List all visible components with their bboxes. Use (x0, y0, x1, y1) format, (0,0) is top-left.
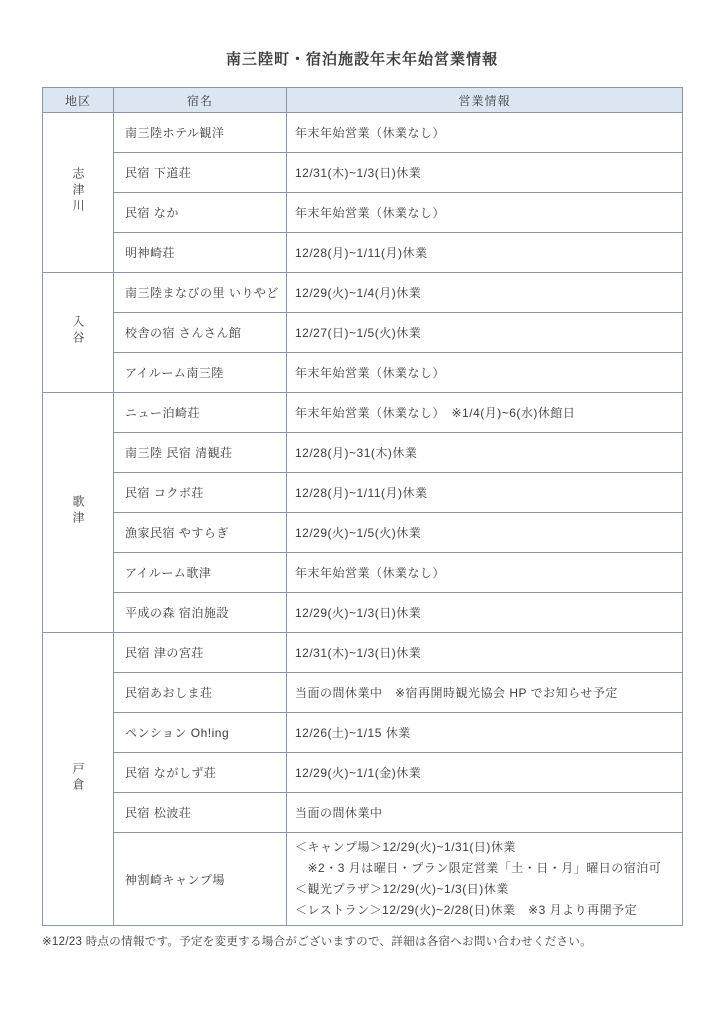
table-row (43, 433, 683, 473)
business-info-cell: 12/28(月)~1/11(月)休業 (287, 233, 683, 273)
schedule-table (42, 87, 683, 926)
footnote: ※12/23 時点の情報です。予定を変更する場合がございますので、詳細は各宿へお問い合わせください。 (42, 936, 592, 948)
lodging-name-cell: ペンション Oh!ing (114, 713, 287, 753)
business-info-line: ＜キャンプ場＞12/29(火)~1/31(日)休業 (295, 840, 516, 854)
lodging-name-cell: 南三陸 民宿 清観荘 (114, 433, 287, 473)
business-info-cell (287, 833, 683, 926)
district-label (43, 633, 114, 926)
header-business-info: 営業情報 (287, 88, 683, 113)
business-info-cell: 12/27(日)~1/5(火)休業 (287, 313, 683, 353)
district-label (43, 113, 114, 273)
lodging-name-cell: 民宿あおしま荘 (114, 673, 287, 713)
lodging-name-cell: 南三陸まなびの里 いりやど (114, 273, 287, 313)
business-info-line: ＜レストラン＞12/29(火)~2/28(日)休業 ※3 月より再開予定 (295, 903, 638, 917)
header-row (43, 88, 683, 113)
lodging-name-cell: ニュー泊崎荘 (114, 393, 287, 433)
table-row (43, 633, 683, 673)
table-row (43, 353, 683, 393)
business-info-cell: 当面の間休業中 ※宿再開時観光協会 HP でお知らせ予定 (287, 673, 683, 713)
table-row (43, 313, 683, 353)
business-info-cell: 当面の間休業中 (287, 793, 683, 833)
business-info-line: ＜観光プラザ＞12/29(火)~1/3(日)休業 (295, 882, 509, 896)
lodging-name-cell: 平成の森 宿泊施設 (114, 593, 287, 633)
header-lodging-name: 宿名 (114, 88, 287, 113)
business-info-line: ※2・3 月は曜日・プラン限定営業「土・日・月」曜日の宿泊可 (295, 861, 662, 875)
lodging-name-cell: 民宿 コクボ荘 (114, 473, 287, 513)
district-label-text: 志津川 (71, 167, 85, 215)
table-row (43, 393, 683, 433)
table-row (43, 113, 683, 153)
business-info-cell: 12/31(木)~1/3(日)休業 (287, 153, 683, 193)
table-row (43, 833, 683, 926)
business-info-cell: 12/29(火)~1/5(火)休業 (287, 513, 683, 553)
table-row (43, 513, 683, 553)
table-row (43, 593, 683, 633)
district-label-text: 入谷 (71, 315, 85, 347)
business-info-cell: 年末年始営業（休業なし） (287, 553, 683, 593)
business-info-cell: 12/28(月)~31(木)休業 (287, 433, 683, 473)
lodging-name-cell: 校舎の宿 さんさん館 (114, 313, 287, 353)
lodging-name-cell: 民宿 下道荘 (114, 153, 287, 193)
lodging-name-cell: 漁家民宿 やすらぎ (114, 513, 287, 553)
table-row (43, 193, 683, 233)
table-row (43, 553, 683, 593)
business-info-cell: 12/29(火)~1/1(金)休業 (287, 753, 683, 793)
table-row (43, 153, 683, 193)
business-info-cell: 年末年始営業（休業なし） ※1/4(月)~6(水)休館日 (287, 393, 683, 433)
table-row (43, 673, 683, 713)
table-row (43, 793, 683, 833)
table-row (43, 473, 683, 513)
business-info-cell: 年末年始営業（休業なし） (287, 113, 683, 153)
lodging-name-cell: 明神崎荘 (114, 233, 287, 273)
lodging-name-cell: 民宿 松波荘 (114, 793, 287, 833)
page-title: 南三陸町・宿泊施設年末年始営業情報 (225, 51, 498, 68)
lodging-name-cell: 民宿 ながしず荘 (114, 753, 287, 793)
business-info-cell: 12/28(月)~1/11(月)休業 (287, 473, 683, 513)
lodging-name-cell: 民宿 なか (114, 193, 287, 233)
district-label-text: 歌津 (71, 495, 85, 527)
table-row (43, 753, 683, 793)
table-row (43, 233, 683, 273)
lodging-name-cell: アイルーム歌津 (114, 553, 287, 593)
header-district: 地区 (43, 88, 114, 113)
business-info-cell: 12/31(木)~1/3(日)休業 (287, 633, 683, 673)
business-info-cell: 年末年始営業（休業なし） (287, 353, 683, 393)
table-row (43, 273, 683, 313)
business-info-cell: 12/29(火)~1/4(月)休業 (287, 273, 683, 313)
lodging-name-cell: 民宿 津の宮荘 (114, 633, 287, 673)
business-info-cell: 12/26(土)~1/15 休業 (287, 713, 683, 753)
business-info-cell: 年末年始営業（休業なし） (287, 193, 683, 233)
business-info-cell: 12/29(火)~1/3(日)休業 (287, 593, 683, 633)
lodging-name-cell: 南三陸ホテル観洋 (114, 113, 287, 153)
lodging-name-cell: 神割崎キャンプ場 (114, 833, 287, 926)
district-label (43, 273, 114, 393)
table-body (43, 113, 683, 926)
district-label-text: 戸倉 (71, 761, 85, 794)
lodging-name-cell: アイルーム南三陸 (114, 353, 287, 393)
table-row (43, 713, 683, 753)
district-label (43, 393, 114, 633)
